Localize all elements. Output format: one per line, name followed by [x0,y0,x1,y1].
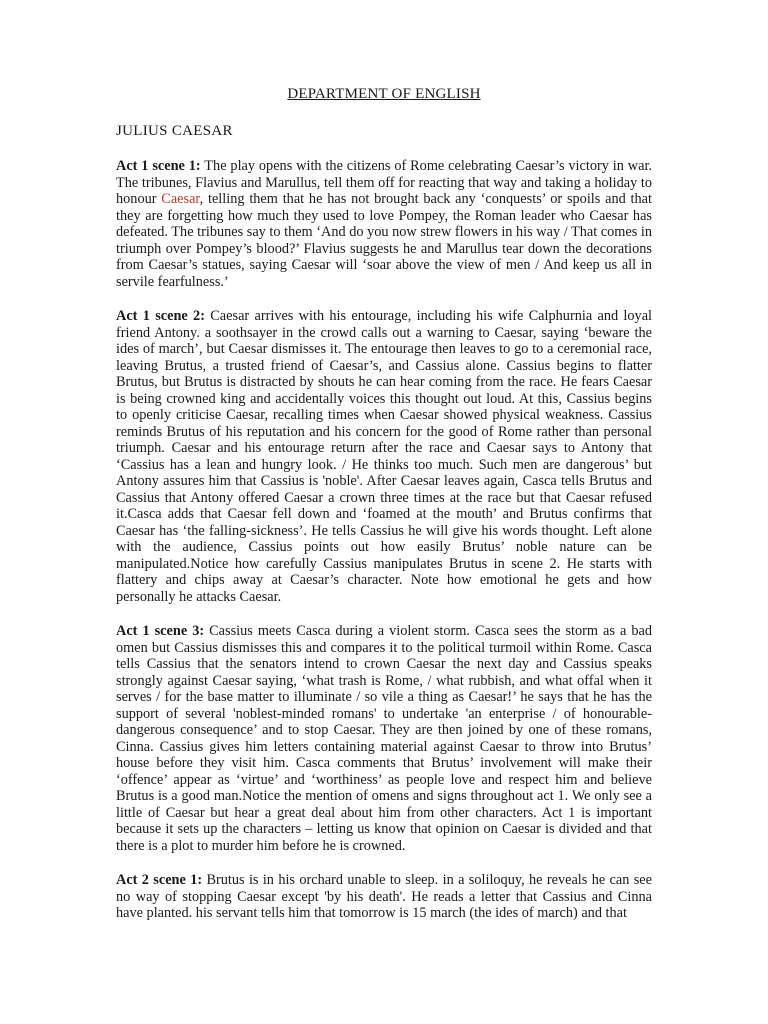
section-heading: Act 1 scene 3: [116,623,205,639]
section-heading: Act 1 scene 1: [116,158,201,174]
section-act1-scene3 [116,623,652,854]
section-act1-scene1 [116,158,652,290]
section-act2-scene1 [116,872,652,922]
department-heading: DEPARTMENT OF ENGLISH [287,86,481,102]
section-heading: Act 2 scene 1: [116,872,203,888]
section-heading: Act 1 scene 2: [116,308,205,324]
section-text: Caesar arrives with his entourage, including his wife Calphurnia and loyal friend Antony. a soothsayer in the crowd calls out a warning to Caesar, saying ‘beware the ides of march’, but Caesar dismisses it. The entourage then leaves to go to a ceremonial race, leaving Brutus, a trusted friend of Caesar’s, and Cassius alone. Cassius begins to flatter Brutus, but Brutus is distracted by shouts he can hear coming from the race. He fears Caesar is being crowned king and accidentally voices this thought out loud. At this, Cassius begins to openly criticise Caesar, recalling times when Caesar showed physical weakness. Cassius reminds Brutus of his reputation and his concern for the good of Rome rather than personal triumph. Caesar and his entourage return after the race and Caesar says to Antony that ‘Cassius has a lean and hungry look. / He thinks too much. Such men are dangerous’ but Antony assures him that Cassius is 'noble'. After Caesar leaves again, Casca tells Brutus and Cassius that Antony offered Caesar a crown three times at the race but that Caesar refused it.Casca adds that Caesar fell down and ‘foamed at the mouth’ and Brutus confirms that Caesar has ‘the falling-sickness’. He tells Cassius he will give his words thought. Left alone with the audience, Cassius points out how easily Brutus’ noble nature can be manipulated.Notice how carefully Cassius manipulates Brutus in scene 2. He starts with flattery and chips away at Caesar’s character. Note how emotional he gets and how personally he attacks Caesar. [116,308,653,605]
caesar-link[interactable]: Caesar [161,191,200,207]
section-act1-scene2 [116,308,652,605]
section-text: Cassius meets Casca during a violent storm. Casca sees the storm as a bad omen but Cassius dismisses this and compares it to the political turmoil within Rome. Casca tells Cassius that the senators intend to crown Caesar the next day and Cassius speaks strongly against Caesar saying, ‘what trash is Rome, / what rubbish, and what offal when it serves / for the base matter to illuminate / so vile a thing as Caesar!’ he says that he has the support of several 'noblest-minded romans' to undertake 'an enterprise / of honourable-dangerous consequence’ and to stop Caesar. They are then joined by one of these romans, Cinna. Cassius gives him letters containing material against Caesar to throw into Brutus’ house before they visit him. Casca comments that Brutus’ involvement will make their ‘offence’ appear as ‘virtue’ and ‘worthiness’ as people love and respect him and believe Brutus is a good man.Notice the mention of omens and signs throughout act 1. We only see a little of Caesar but hear a great deal about him from other characters. Act 1 is important because it sets up the characters – letting us know that opinion on Caesar is divided and that there is a plot to murder him before he is crowned. [116,623,652,854]
document-title: JULIUS CAESAR [116,123,233,139]
section-text: The play opens with the citizens of Rome celebrating Caesar’s victory in war. The tribunes, Flavius and Marullus, tell them off for reacting that way and taking a holiday to honour [116,158,652,207]
section-text: Brutus is in his orchard unable to sleep. in a soliloquy, he reveals he can see no way of stopping Caesar except 'by his death'. He reads a letter that Cassius and Cinna have planted. his servant tells him that tomorrow is 15 march (the ides of march) and that [116,872,652,921]
section-text: , telling them that he has not brought back any ‘conquests’ or spoils and that they are forgetting how much they used to love Pompey, the Roman leader who Caesar has defeated. The tribunes say to them ‘And do you now strew flowers in his way / That comes in triumph over Pompey’s blood?’ Flavius suggests he and Marullus tear down the decorations from Caesar’s statues, saying Caesar will ‘soar above the view of men / And keep us all in servile fearfulness.’ [116,191,652,290]
